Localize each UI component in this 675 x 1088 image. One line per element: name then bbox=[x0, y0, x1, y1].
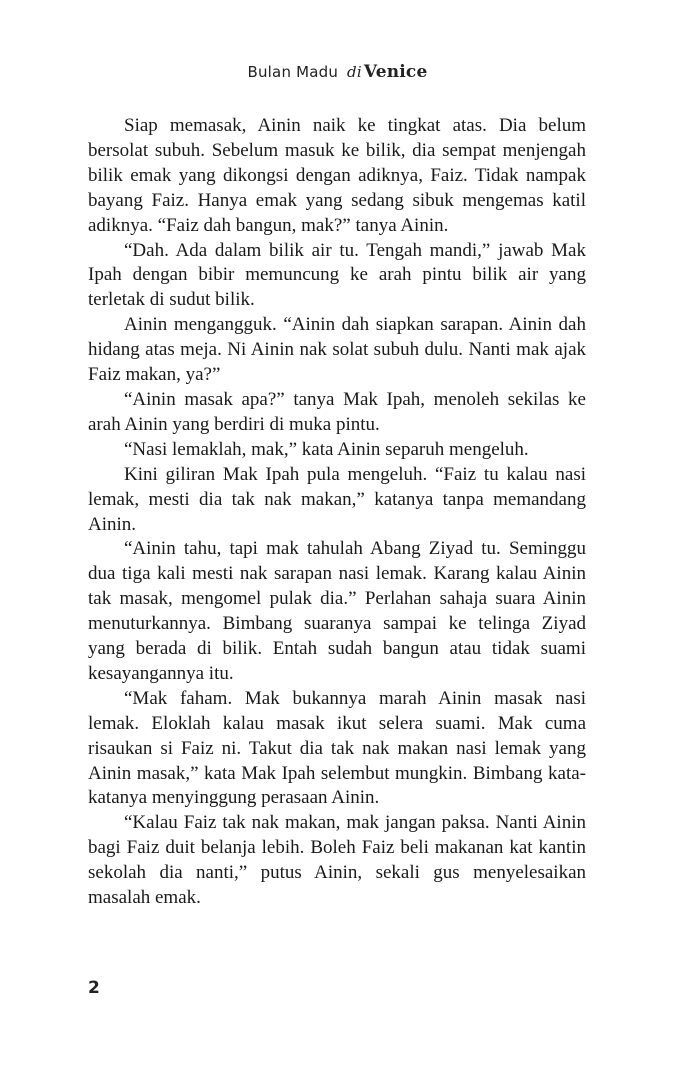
running-header bbox=[0, 62, 675, 82]
paragraph: “Dah. Ada dalam bilik air tu. Tengah mandi,” jawab Mak Ipah dengan bibir memuncung ke arah pintu bilik air yang terletak di sudut bilik. bbox=[88, 239, 586, 311]
paragraph: Ainin mengangguk. “Ainin dah siapkan sarapan. Ainin dah hidang atas meja. Ni Ainin nak solat subuh dulu. Nanti mak ajak Faiz makan, ya?” bbox=[88, 314, 586, 386]
paragraph: “Ainin masak apa?” tanya Mak Ipah, menoleh sekilas ke arah Ainin yang berdiri di muka pintu. bbox=[88, 388, 586, 435]
paragraph: “Kalau Faiz tak nak makan, mak jangan paksa. Nanti Ainin bagi Faiz duit belanja lebih. Boleh Faiz beli makanan kat kantin sekolah dia nanti,” putus Ainin, sekali gus menyelesaikan masalah emak. bbox=[88, 812, 586, 909]
header-title-main: Bulan Madu bbox=[247, 63, 339, 81]
header-title-di: di bbox=[347, 63, 362, 81]
paragraph: Siap memasak, Ainin naik ke tingkat atas. Dia belum bersolat subuh. Sebelum masuk ke bilik, dia sempat menjengah bilik emak yang dikongsi dengan adiknya, Faiz. Tidak nampak bayang Faiz. Hanya emak yang sedang sibuk mengemas katil adiknya. “Faiz dah bangun, mak?” tanya Ainin. bbox=[88, 115, 586, 236]
paragraph: “Nasi lemaklah, mak,” kata Ainin separuh mengeluh. bbox=[124, 438, 529, 460]
header-title-city: Venice bbox=[363, 62, 428, 82]
body-text bbox=[88, 114, 586, 911]
paragraph: “Mak faham. Mak bukannya marah Ainin masak nasi lemak. Eloklah kalau masak ikut selera suami. Mak cuma risaukan si Faiz ni. Takut dia tak nak makan nasi lemak yang Ainin masak,” kata Mak Ipah selembut mungkin. Bimbang kata-katanya menyinggung perasaan Ainin. bbox=[88, 687, 586, 809]
paragraph: “Ainin tahu, tapi mak tahulah Abang Ziyad tu. Seminggu dua tiga kali mesti nak sarapan nasi lemak. Karang kalau Ainin tak masak, mengomel pulak dia.” Perlahan sahaja suara Ainin menuturkannya. Bimbang suaranya sampai ke telinga Ziyad yang berada di bilik. Entah sudah bangun atau tidak suami kesayangannya itu. bbox=[88, 538, 586, 684]
paragraph: Kini giliran Mak Ipah pula mengeluh. “Faiz tu kalau nasi lemak, mesti dia tak nak makan,” katanya tanpa memandang Ainin. bbox=[88, 463, 586, 535]
page-number: 2 bbox=[88, 978, 100, 998]
